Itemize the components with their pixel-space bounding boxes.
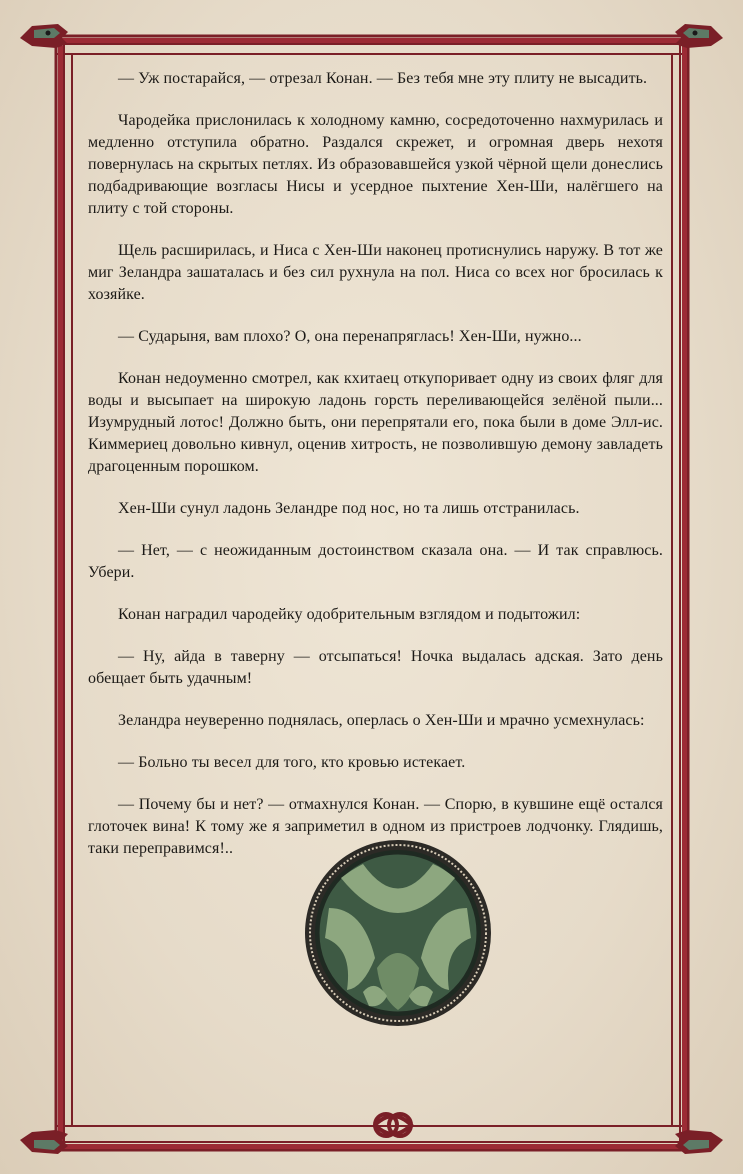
celtic-knot-icon <box>370 1102 416 1148</box>
paragraph: — Уж постарайся, — отрезал Конан. — Без тебя мне эту плиту не высадить. <box>118 70 648 87</box>
paragraph: Зеландра неуверенно поднялась, оперлась о Хен-Ши и мрачно усмехнулась: <box>118 712 645 729</box>
tree-of-life-emblem-icon <box>303 838 493 1028</box>
paragraph: Хен-Ши сунул ладонь Зеландре под нос, но та лишь отстранилась. <box>118 500 580 517</box>
paragraph: — Больно ты весел для того, кто кровью истекает. <box>118 754 466 771</box>
paragraph: Конан наградил чародейку одобрительным взглядом и подытожил: <box>118 606 581 623</box>
paragraph: — Сударыня, вам плохо? О, она перенапряглась! Хен-Ши, нужно... <box>118 328 582 345</box>
serpent-head-icon <box>673 20 725 50</box>
paragraph: — Ну, айда в таверну — отсыпаться! Ночка выдалась адская. Зато день обещает быть удачным! <box>88 648 663 687</box>
serpent-head-icon <box>18 20 70 50</box>
paragraph: Конан недоуменно смотрел, как кхитаец откупоривает одну из своих фляг для воды и высыпает на широкую ладонь горсть переливающейся зелёной пыли... Изумрудный лотос! Должно быть, они перепрятали его, пока были в доме Элл-ис. Киммериец довольно кивнул, оценив хитрость, не позволившую демону завладеть драгоценным порошком. <box>88 370 663 475</box>
serpent-head-icon <box>18 1128 70 1158</box>
paragraph: — Нет, — с неожиданным достоинством сказала она. — И так справлюсь. Убери. <box>88 542 663 581</box>
serpent-head-icon <box>673 1128 725 1158</box>
story-text <box>88 68 663 880</box>
paragraph: — Почему бы и нет? — отмахнулся Конан. — Спорю, в кувшине ещё остался глоточек вина! К тому же я заприметил в одном из пристроев лодчонку. Глядишь, таки переправимся!.. <box>88 796 663 857</box>
paragraph: Чародейка прислонилась к холодному камню, сосредоточенно нахмурилась и медленно отступила обратно. Раздался скрежет, и огромная дверь нехотя повернулась на скрытых петлях. Из образовавшейся узкой чёрной щели донеслись подбадривающие возгласы Нисы и усердное пыхтение Хен-Ши, налёгшего на плиту с той стороны. <box>88 112 663 217</box>
paragraph: Щель расширилась, и Ниса с Хен-Ши наконец протиснулись наружу. В тот же миг Зеландра зашаталась и без сил рухнула на пол. Ниса со всех ног бросилась к хозяйке. <box>88 242 663 303</box>
